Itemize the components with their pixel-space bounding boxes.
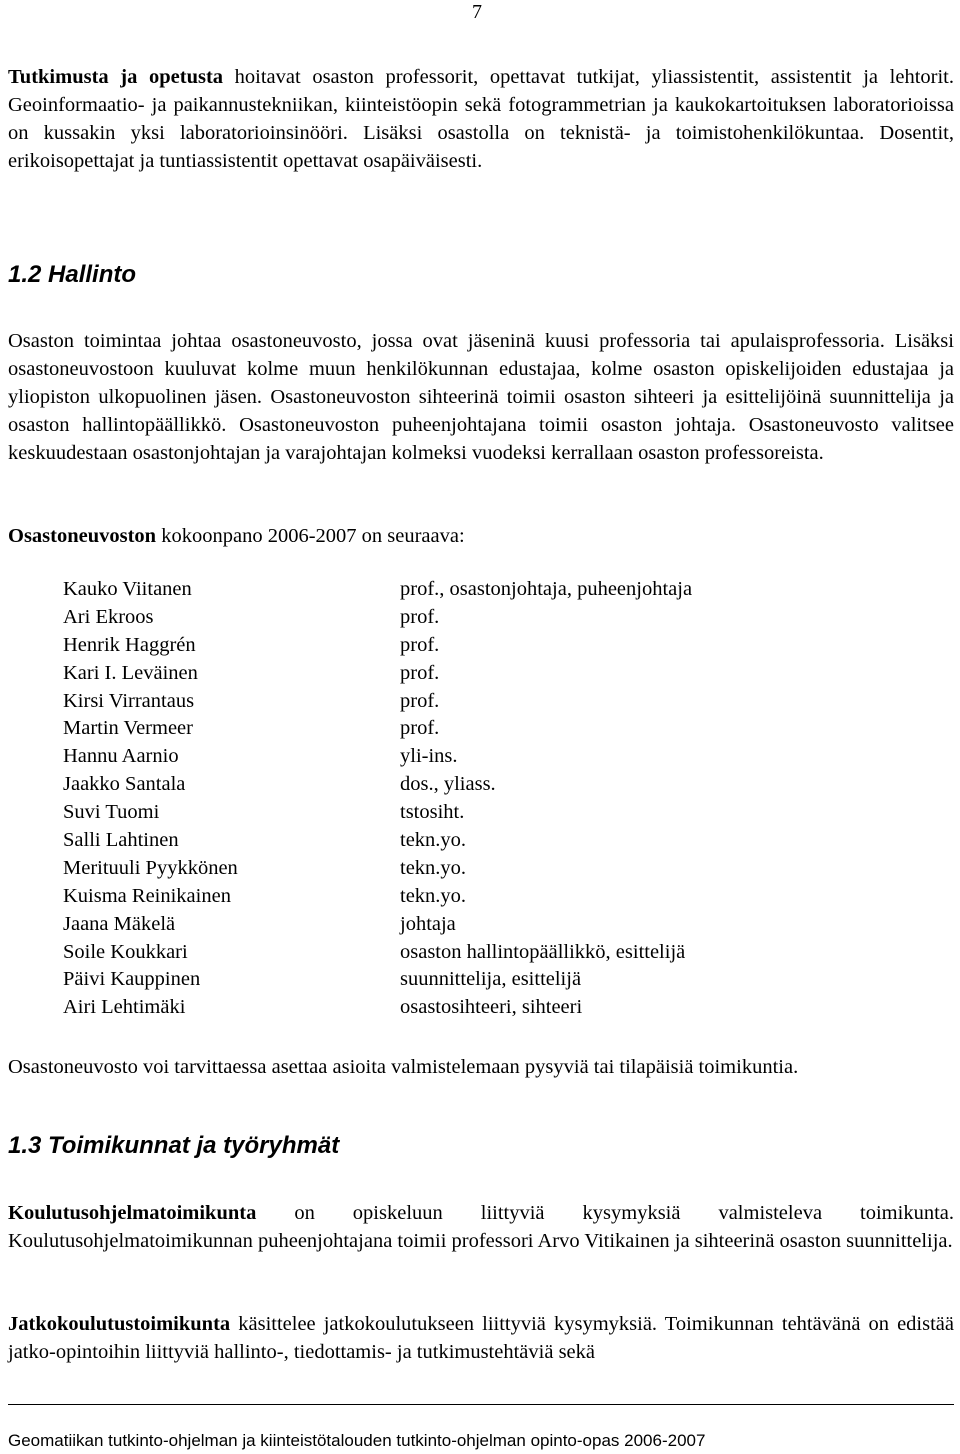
member-name: Jaana Mäkelä xyxy=(63,912,176,935)
member-role: tekn.yo. xyxy=(400,884,467,907)
member-row xyxy=(63,576,783,604)
member-name: Soile Koukkari xyxy=(63,940,188,963)
member-row xyxy=(63,911,783,939)
member-name: Merituuli Pyykkönen xyxy=(63,856,238,879)
intro-text: hoitavat osaston professorit, opettavat tutkijat, yliassistentit, assistentit ja lehtorit. Geoinformaatio- ja paikannustekniikan, kiinteistöopin sekä fotogrammetrian ja kaukokartoituksen laboratorioissa on kussakin yksi laboratorioinsinööri. Lisäksi osastolla on teknistä- ja toimistohenkilökuntaa. Dosentit, erikoisopettajat ja tuntiassistentit opettavat osapäiväisesti. xyxy=(8,66,955,172)
member-role: suunnittelija, esittelijä xyxy=(400,968,582,991)
member-name: Henrik Haggrén xyxy=(63,633,196,656)
member-role: prof., osastonjohtaja, puheenjohtaja xyxy=(400,578,693,600)
member-role: tekn.yo. xyxy=(400,856,467,879)
member-row xyxy=(63,939,783,967)
member-row xyxy=(63,715,783,743)
member-row xyxy=(63,688,783,716)
member-role: tstosiht. xyxy=(400,801,465,824)
member-row xyxy=(63,771,783,799)
footer-text: Geomatiikan tutkinto-ohjelman ja kiinteistötalouden tutkinto-ohjelman opinto-opas 2006-2007 xyxy=(8,1431,706,1450)
member-role: yli-ins. xyxy=(400,745,458,768)
intro-lead: Tutkimusta ja opetusta xyxy=(8,66,224,88)
koulutus-lead: Koulutusohjelmatoimikunta xyxy=(8,1202,257,1224)
member-name: Airi Lehtimäki xyxy=(63,996,186,1019)
member-role: tekn.yo. xyxy=(400,829,467,852)
intro-paragraph xyxy=(8,63,954,175)
member-row xyxy=(63,883,783,911)
hallinto-paragraph: Osaston toimintaa johtaa osastoneuvosto, jossa ovat jäseninä kuusi professoria tai apulaisprofessoria. Lisäksi osastoneuvostoon kuuluvat kolme muun henkilökunnan edustajaa, kolme osaston opiskelijoiden edustajaa ja yliopiston ulkopuolinen jäsen. Osastoneuvoston sihteerinä toimii osaston sihteeri ja esittelijöinä suunnittelija ja osaston hallintopäällikkö. Osastoneuvoston puheenjohtajana toimii osaston johtaja. Osastoneuvosto valitsee keskuudestaan osastonjohtajan ja varajohtajan kolmeksi vuodeksi kerrallaan osaston professoreista. xyxy=(8,330,954,464)
member-role: prof. xyxy=(400,605,440,628)
member-name: Salli Lahtinen xyxy=(63,829,179,852)
member-role: osaston hallintopäällikkö, esittelijä xyxy=(400,940,686,963)
jatko-lead: Jatkokoulutustoimikunta xyxy=(8,1313,231,1335)
member-role: osastosihteeri, sihteeri xyxy=(400,996,583,1019)
member-row xyxy=(63,827,783,855)
member-role: prof. xyxy=(400,689,440,712)
koulutus-text: on opiskeluun liittyviä kysymyksiä valmisteleva toimikunta. Koulutusohjelmatoimikunnan puheenjohtajana toimii professori Arvo Vitikainen ja sihteerinä osaston suunnittelija. xyxy=(8,1202,954,1252)
member-role: prof. xyxy=(400,633,440,656)
member-name: Kari I. Leväinen xyxy=(63,661,198,684)
member-name: Martin Vermeer xyxy=(63,717,193,740)
member-row xyxy=(63,855,783,883)
jatko-text: käsittelee jatkokoulutukseen liittyviä kysymyksiä. Toimikunnan tehtävänä on edistää jatko-opintoihin liittyviä hallinto-, tiedottamis- ja tutkimustehtäviä sekä xyxy=(8,1313,954,1363)
section-heading-toimikunnat: 1.3 Toimikunnat ja työryhmät xyxy=(8,1132,340,1159)
member-row xyxy=(63,743,783,771)
member-name: Jaakko Santala xyxy=(63,773,186,796)
member-name: Päivi Kauppinen xyxy=(63,968,201,991)
member-role: dos., yliass. xyxy=(400,773,496,796)
member-role: prof. xyxy=(400,717,440,740)
member-name: Kirsi Virrantaus xyxy=(63,689,195,712)
footer-divider xyxy=(8,1404,954,1405)
jatko-paragraph xyxy=(8,1310,954,1366)
member-name: Ari Ekroos xyxy=(63,605,154,628)
composition-text: kokoonpano 2006-2007 on seuraava: xyxy=(156,525,465,547)
member-list xyxy=(63,576,783,1022)
member-row xyxy=(63,966,783,994)
member-role: johtaja xyxy=(400,912,456,935)
section-heading-hallinto: 1.2 Hallinto xyxy=(8,261,137,288)
closing-paragraph: Osastoneuvosto voi tarvittaessa asettaa asioita valmistelemaan pysyviä tai tilapäisiä toimikuntia. xyxy=(8,1056,799,1078)
member-row xyxy=(63,660,783,688)
member-name: Kuisma Reinikainen xyxy=(63,884,231,907)
member-row xyxy=(63,632,783,660)
member-name: Hannu Aarnio xyxy=(63,745,179,768)
member-role: prof. xyxy=(400,661,440,684)
member-row xyxy=(63,799,783,827)
composition-paragraph xyxy=(8,522,954,550)
member-name: Suvi Tuomi xyxy=(63,801,160,824)
member-name: Kauko Viitanen xyxy=(63,578,192,600)
member-row xyxy=(63,604,783,632)
page-number: 7 xyxy=(472,1,482,23)
member-row xyxy=(63,994,783,1022)
koulutus-paragraph xyxy=(8,1199,954,1255)
composition-lead: Osastoneuvoston xyxy=(8,525,157,547)
